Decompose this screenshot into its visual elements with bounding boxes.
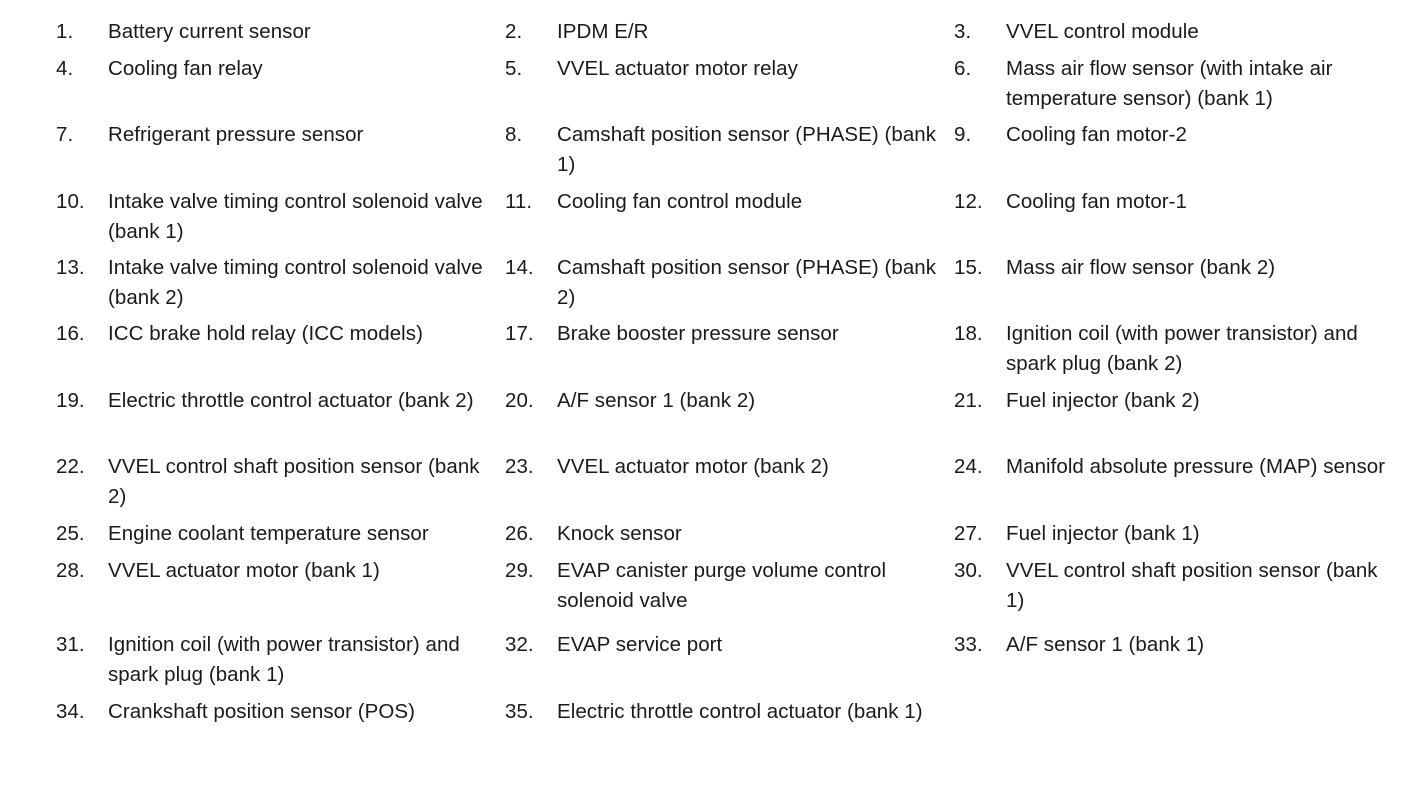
item-label: Camshaft position sensor (PHASE) (bank 2) — [557, 256, 937, 309]
item-number: 26. — [505, 522, 534, 545]
item-label: Fuel injector (bank 2) — [1006, 389, 1200, 412]
item-number: 6. — [954, 57, 972, 80]
item-number: 9. — [954, 123, 972, 146]
item-number: 20. — [505, 389, 534, 412]
item-number: 16. — [56, 322, 85, 345]
item-number: 27. — [954, 522, 983, 545]
item-number: 30. — [954, 559, 983, 582]
item-number: 18. — [954, 322, 983, 345]
item-number: 23. — [505, 455, 534, 478]
item-number: 32. — [505, 633, 534, 656]
item-label: Camshaft position sensor (PHASE) (bank 1) — [557, 123, 937, 176]
item-number: 28. — [56, 559, 85, 582]
item-number: 25. — [56, 522, 85, 545]
item-number: 13. — [56, 256, 85, 279]
item-number: 8. — [505, 123, 523, 146]
item-number: 12. — [954, 190, 983, 213]
item-number: 10. — [56, 190, 85, 213]
item-label: VVEL control shaft position sensor (bank 1) — [1006, 559, 1378, 612]
item-label: Manifold absolute pressure (MAP) sensor — [1006, 455, 1386, 478]
item-number: 34. — [56, 700, 85, 723]
item-label: Cooling fan motor-2 — [1006, 123, 1187, 146]
item-number: 3. — [954, 20, 972, 43]
item-number: 1. — [56, 20, 74, 43]
item-label: VVEL actuator motor (bank 1) — [108, 559, 380, 582]
item-number: 33. — [954, 633, 983, 656]
item-number: 5. — [505, 57, 523, 80]
item-label: Engine coolant temperature sensor — [108, 522, 429, 545]
item-label: EVAP service port — [557, 633, 723, 656]
item-label: Cooling fan relay — [108, 57, 263, 80]
item-label: VVEL control module — [1006, 20, 1199, 43]
item-label: Crankshaft position sensor (POS) — [108, 700, 415, 723]
item-number: 22. — [56, 455, 85, 478]
item-label: A/F sensor 1 (bank 1) — [1006, 633, 1205, 656]
item-label: Intake valve timing control solenoid valve (bank 1) — [108, 190, 483, 243]
item-label: Ignition coil (with power transistor) and spark plug (bank 1) — [108, 633, 460, 686]
item-label: Refrigerant pressure sensor — [108, 123, 364, 146]
item-number: 21. — [954, 389, 983, 412]
item-label: ICC brake hold relay (ICC models) — [108, 322, 423, 345]
item-number: 17. — [505, 322, 534, 345]
item-label: Brake booster pressure sensor — [557, 322, 839, 345]
item-label: Electric throttle control actuator (bank 2) — [108, 389, 474, 412]
item-label: VVEL actuator motor relay — [557, 57, 798, 80]
item-label: Intake valve timing control solenoid valve (bank 2) — [108, 256, 483, 309]
item-number: 7. — [56, 123, 74, 146]
item-number: 29. — [505, 559, 534, 582]
item-label: A/F sensor 1 (bank 2) — [557, 389, 756, 412]
item-label: IPDM E/R — [557, 20, 649, 43]
item-label: Fuel injector (bank 1) — [1006, 522, 1200, 545]
item-number: 15. — [954, 256, 983, 279]
item-label: Ignition coil (with power transistor) and spark plug (bank 2) — [1006, 322, 1358, 375]
item-number: 11. — [505, 190, 533, 213]
item-label: Battery current sensor — [108, 20, 311, 43]
item-number: 14. — [505, 256, 534, 279]
item-number: 24. — [954, 455, 983, 478]
item-label: Mass air flow sensor (bank 2) — [1006, 256, 1276, 279]
item-label: Knock sensor — [557, 522, 682, 545]
item-number: 31. — [56, 633, 85, 656]
item-label: VVEL actuator motor (bank 2) — [557, 455, 829, 478]
item-number: 35. — [505, 700, 534, 723]
item-label: EVAP canister purge volume control solenoid valve — [557, 559, 887, 612]
item-label: Electric throttle control actuator (bank 1) — [557, 700, 923, 723]
item-number: 2. — [505, 20, 523, 43]
item-label: Cooling fan motor-1 — [1006, 190, 1187, 213]
item-label: Cooling fan control module — [557, 190, 803, 213]
item-label: Mass air flow sensor (with intake air temperature sensor) (bank 1) — [1006, 57, 1333, 110]
item-number: 4. — [56, 57, 74, 80]
item-label: VVEL control shaft position sensor (bank 2) — [108, 455, 480, 508]
item-number: 19. — [56, 389, 85, 412]
